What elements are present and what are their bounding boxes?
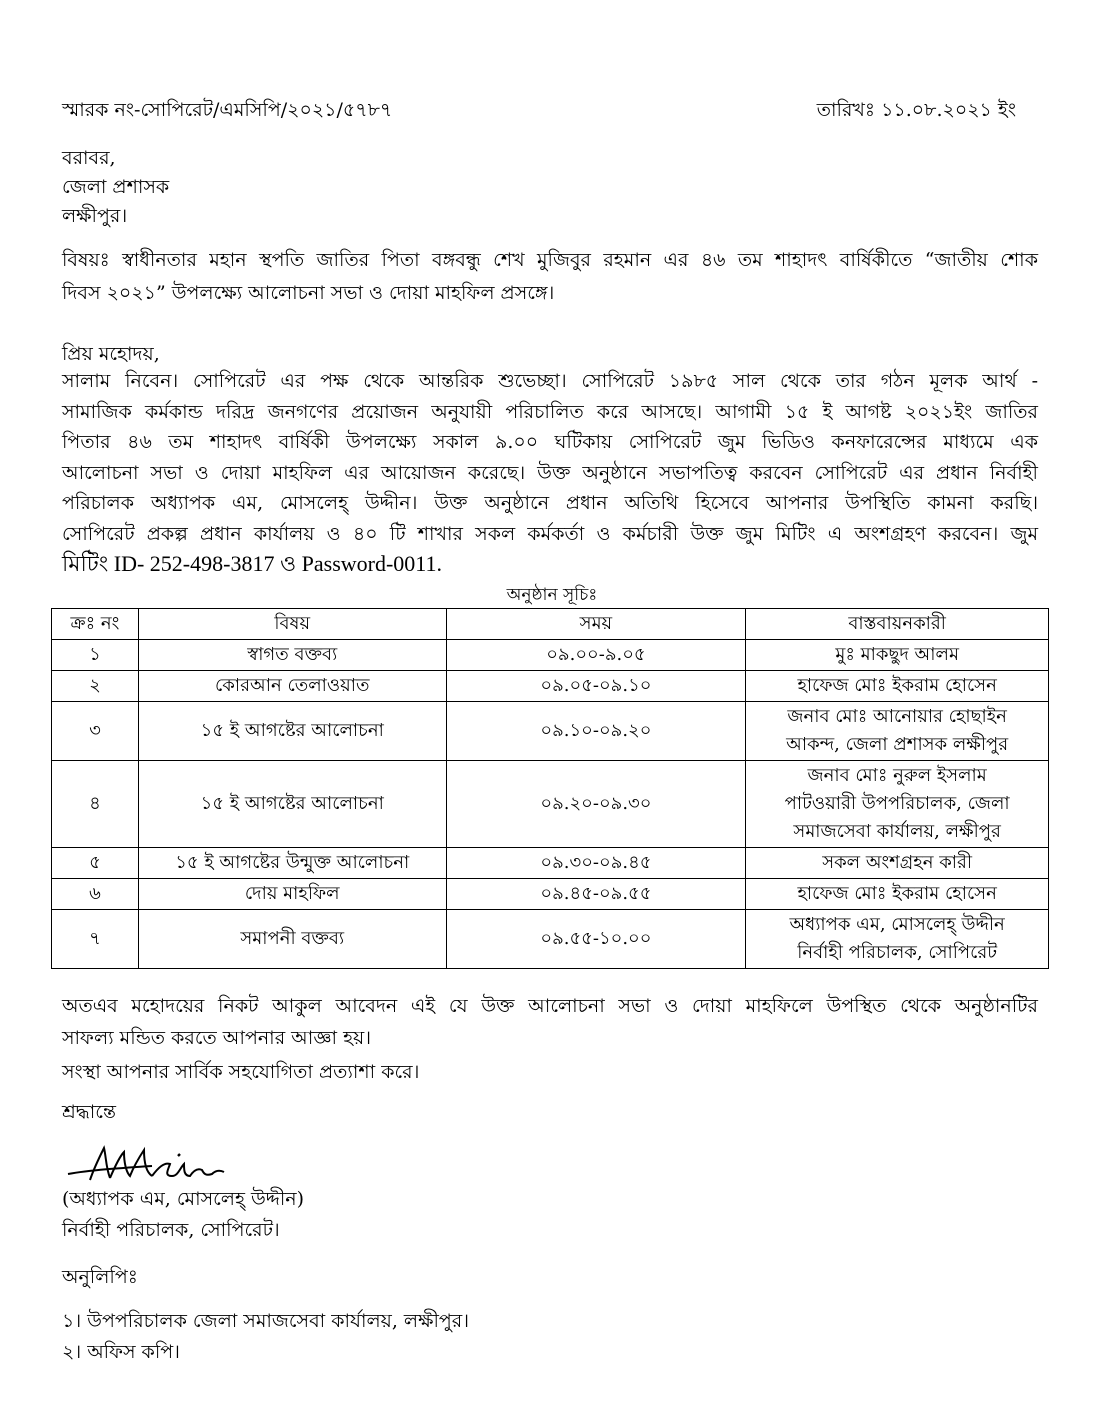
implementer-cell [746,910,1049,969]
time-cell: ০৯.৪৫-০৯.৫৫ [446,879,746,910]
memo-number: স্মারক নং-সোপিরেট/এমসিপি/২০২১/৫৭৮৭ [62,99,393,121]
time-cell: ০৯.০৫-০৯.১০ [446,671,746,702]
salutation: প্রিয় মহোদয়, [62,343,160,365]
table-row [52,671,1049,702]
implementer-cell [746,879,1049,910]
implementer-cell [746,702,1049,761]
body-line: আলোচনা সভা ও দোয়া মাহফিল এর আয়োজন করেছে। উক্ত অনুষ্ঠানে সভাপতিত্ব করবেন সোপিরেট এর প্রধান নির্বাহী [62,461,1038,484]
topic-cell: ১৫ ই আগষ্টের উন্মুক্ত আলোচনা [138,848,446,879]
closing-line: অতএব মহোদয়ের নিকট আকুল আবেদন এই যে উক্ত আলোচনা সভা ও দোয়া মাহফিলে উপস্থিত থেকে অনুষ্ঠানটির [62,995,1038,1017]
implementer-cell [746,671,1049,702]
serial-cell: ১ [52,640,139,671]
table-row [52,761,1049,848]
body-line: পিতার ৪৬ তম শাহাদৎ বার্ষিকী উপলক্ষ্যে সকাল ৯.০০ ঘটিকায় সোপিরেট জুম ভিডিও কনফারেন্সের মাধ্যমে এক [62,431,1038,453]
implementer-cell [746,848,1049,879]
time-cell: ০৯.৫৫-১০.০০ [446,910,746,969]
implementer-line: হাফেজ মোঃ ইকরাম হোসেন [797,675,997,696]
topic-cell: স্বাগত বক্তব্য [138,640,446,671]
body-line: সালাম নিবেন। সোপিরেট এর পক্ষ থেকে আন্তরিক শুভেচ্ছা। সোপিরেট ১৯৮৫ সাল থেকে তার গঠন মূলক আর্থ - [62,370,1038,392]
header-cell: ক্রঃ নং [52,609,139,640]
serial-cell: ৩ [52,702,139,761]
implementer-line: হাফেজ মোঃ ইকরাম হোসেন [797,883,997,904]
implementer-line: জনাব মোঃ আনোয়ার হোছাইন [787,706,1007,727]
implementer-line: আকন্দ, জেলা প্রশাসক লক্ষীপুর [786,734,1009,755]
cc-item: ২। অফিস কপি। [62,1341,180,1363]
implementer-cell [746,761,1049,848]
signer-name: (অধ্যাপক এম, মোসলেহ্ উদ্দীন) [62,1188,305,1210]
closing-line: সংস্থা আপনার সার্বিক সহযোগিতা প্রত্যাশা করে। [62,1061,420,1083]
closing-line: সাফল্য মন্ডিত করতে আপনার আজ্ঞা হয়। [62,1027,372,1049]
table-row [52,848,1049,879]
program-table [51,608,1049,969]
subject-block [62,244,1038,310]
header-cell: সময় [446,609,746,640]
time-cell: ০৯.১০-০৯.২০ [446,702,746,761]
topic-cell: ১৫ ই আগষ্টের আলোচনা [138,702,446,761]
serial-cell: ২ [52,671,139,702]
topic-cell: ১৫ ই আগষ্টের আলোচনা [138,761,446,848]
table-row [52,910,1049,969]
table-header-row [52,609,1049,640]
regards: শ্রদ্ধান্তে [62,1101,116,1123]
recipient-line: লক্ষীপুর। [62,205,128,227]
implementer-line: নির্বাহী পরিচালক, সোপিরেট [797,942,998,963]
serial-cell: ৭ [52,910,139,969]
table-row [52,702,1049,761]
implementer-line: জনাব মোঃ নুরুল ইসলাম [807,765,987,786]
serial-cell: ৬ [52,879,139,910]
cc-item: ১। উপপরিচালক জেলা সমাজসেবা কার্যালয়, লক্ষীপুর। [62,1310,470,1332]
time-cell: ০৯.০০-৯.০৫ [446,640,746,671]
subject-line: দিবস ২০২১” উপলক্ষ্যে আলোচনা সভা ও দোয়া মাহফিল প্রসঙ্গে। [62,282,555,304]
implementer-line: সকল অংশগ্রহন কারী [822,852,973,873]
table-row [52,879,1049,910]
topic-cell: দোয় মাহফিল [138,879,446,910]
closing-block [62,990,1038,1054]
body-line: মিটিং ID- 252-498-3817 ও Password-0011. [62,551,442,576]
letter-body [62,366,1038,580]
implementer-line: সমাজসেবা কার্যালয়, লক্ষীপুর [793,821,1001,842]
program-title: অনুষ্ঠান সূচিঃ [506,585,598,605]
time-cell: ০৯.৩০-০৯.৪৫ [446,848,746,879]
signer-block [62,1184,304,1246]
implementer-line: পাটওয়ারী উপপরিচালক, জেলা [784,793,1010,814]
body-line: পরিচালক অধ্যাপক এম, মোসলেহ্ উদ্দীন। উক্ত অনুষ্ঠানে প্রধান অতিথি হিসেবে আপনার উপস্থিতি কামনা করছি। [62,492,1038,514]
serial-cell: ৪ [52,761,139,848]
time-cell: ০৯.২০-০৯.৩০ [446,761,746,848]
header-cell: বাস্তবায়নকারী [746,609,1049,640]
serial-cell: ৫ [52,848,139,879]
topic-cell: সমাপনী বক্তব্য [138,910,446,969]
cc-list [62,1306,469,1368]
topic-cell: কোরআন তেলাওয়াত [138,671,446,702]
signer-title: নির্বাহী পরিচালক, সোপিরেট। [62,1219,280,1241]
body-line: সামাজিক কর্মকান্ড দরিদ্র জনগণের প্রয়োজন অনুযায়ী পরিচালিত করে আসছে। আগামী ১৫ ই আগষ্ট ২০২১ইং জাতির [62,400,1038,423]
cc-title: অনুলিপিঃ [62,1266,138,1288]
body-line: সোপিরেট প্রকল্প প্রধান কার্যালয় ও ৪০ টি শাখার সকল কর্মকর্তা ও কর্মচারী উক্ত জুম মিটিং এ অংশগ্রহণ করবেন। জুম [62,522,1038,545]
header-cell: বিষয় [138,609,446,640]
implementer-cell [746,640,1049,671]
subject-line: বিষয়ঃ স্বাধীনতার মহান স্থপতি জাতির পিতা বঙ্গবন্ধু শেখ মুজিবুর রহমান এর ৪৬ তম শাহাদৎ বার্ষিকীতে “জাতীয় শোক [62,249,1038,271]
recipient-block [62,144,169,231]
implementer-line: অধ্যাপক এম, মোসলেহ্ উদ্দীন [789,914,1005,935]
table-row [52,640,1049,671]
recipient-line: জেলা প্রশাসক [62,176,170,198]
implementer-line: মুঃ মাকছুদ আলম [835,644,959,665]
recipient-line: বরাবর, [62,147,116,169]
letter-date: তারিখঃ ১১.০৮.২০২১ ইং [816,99,1016,121]
